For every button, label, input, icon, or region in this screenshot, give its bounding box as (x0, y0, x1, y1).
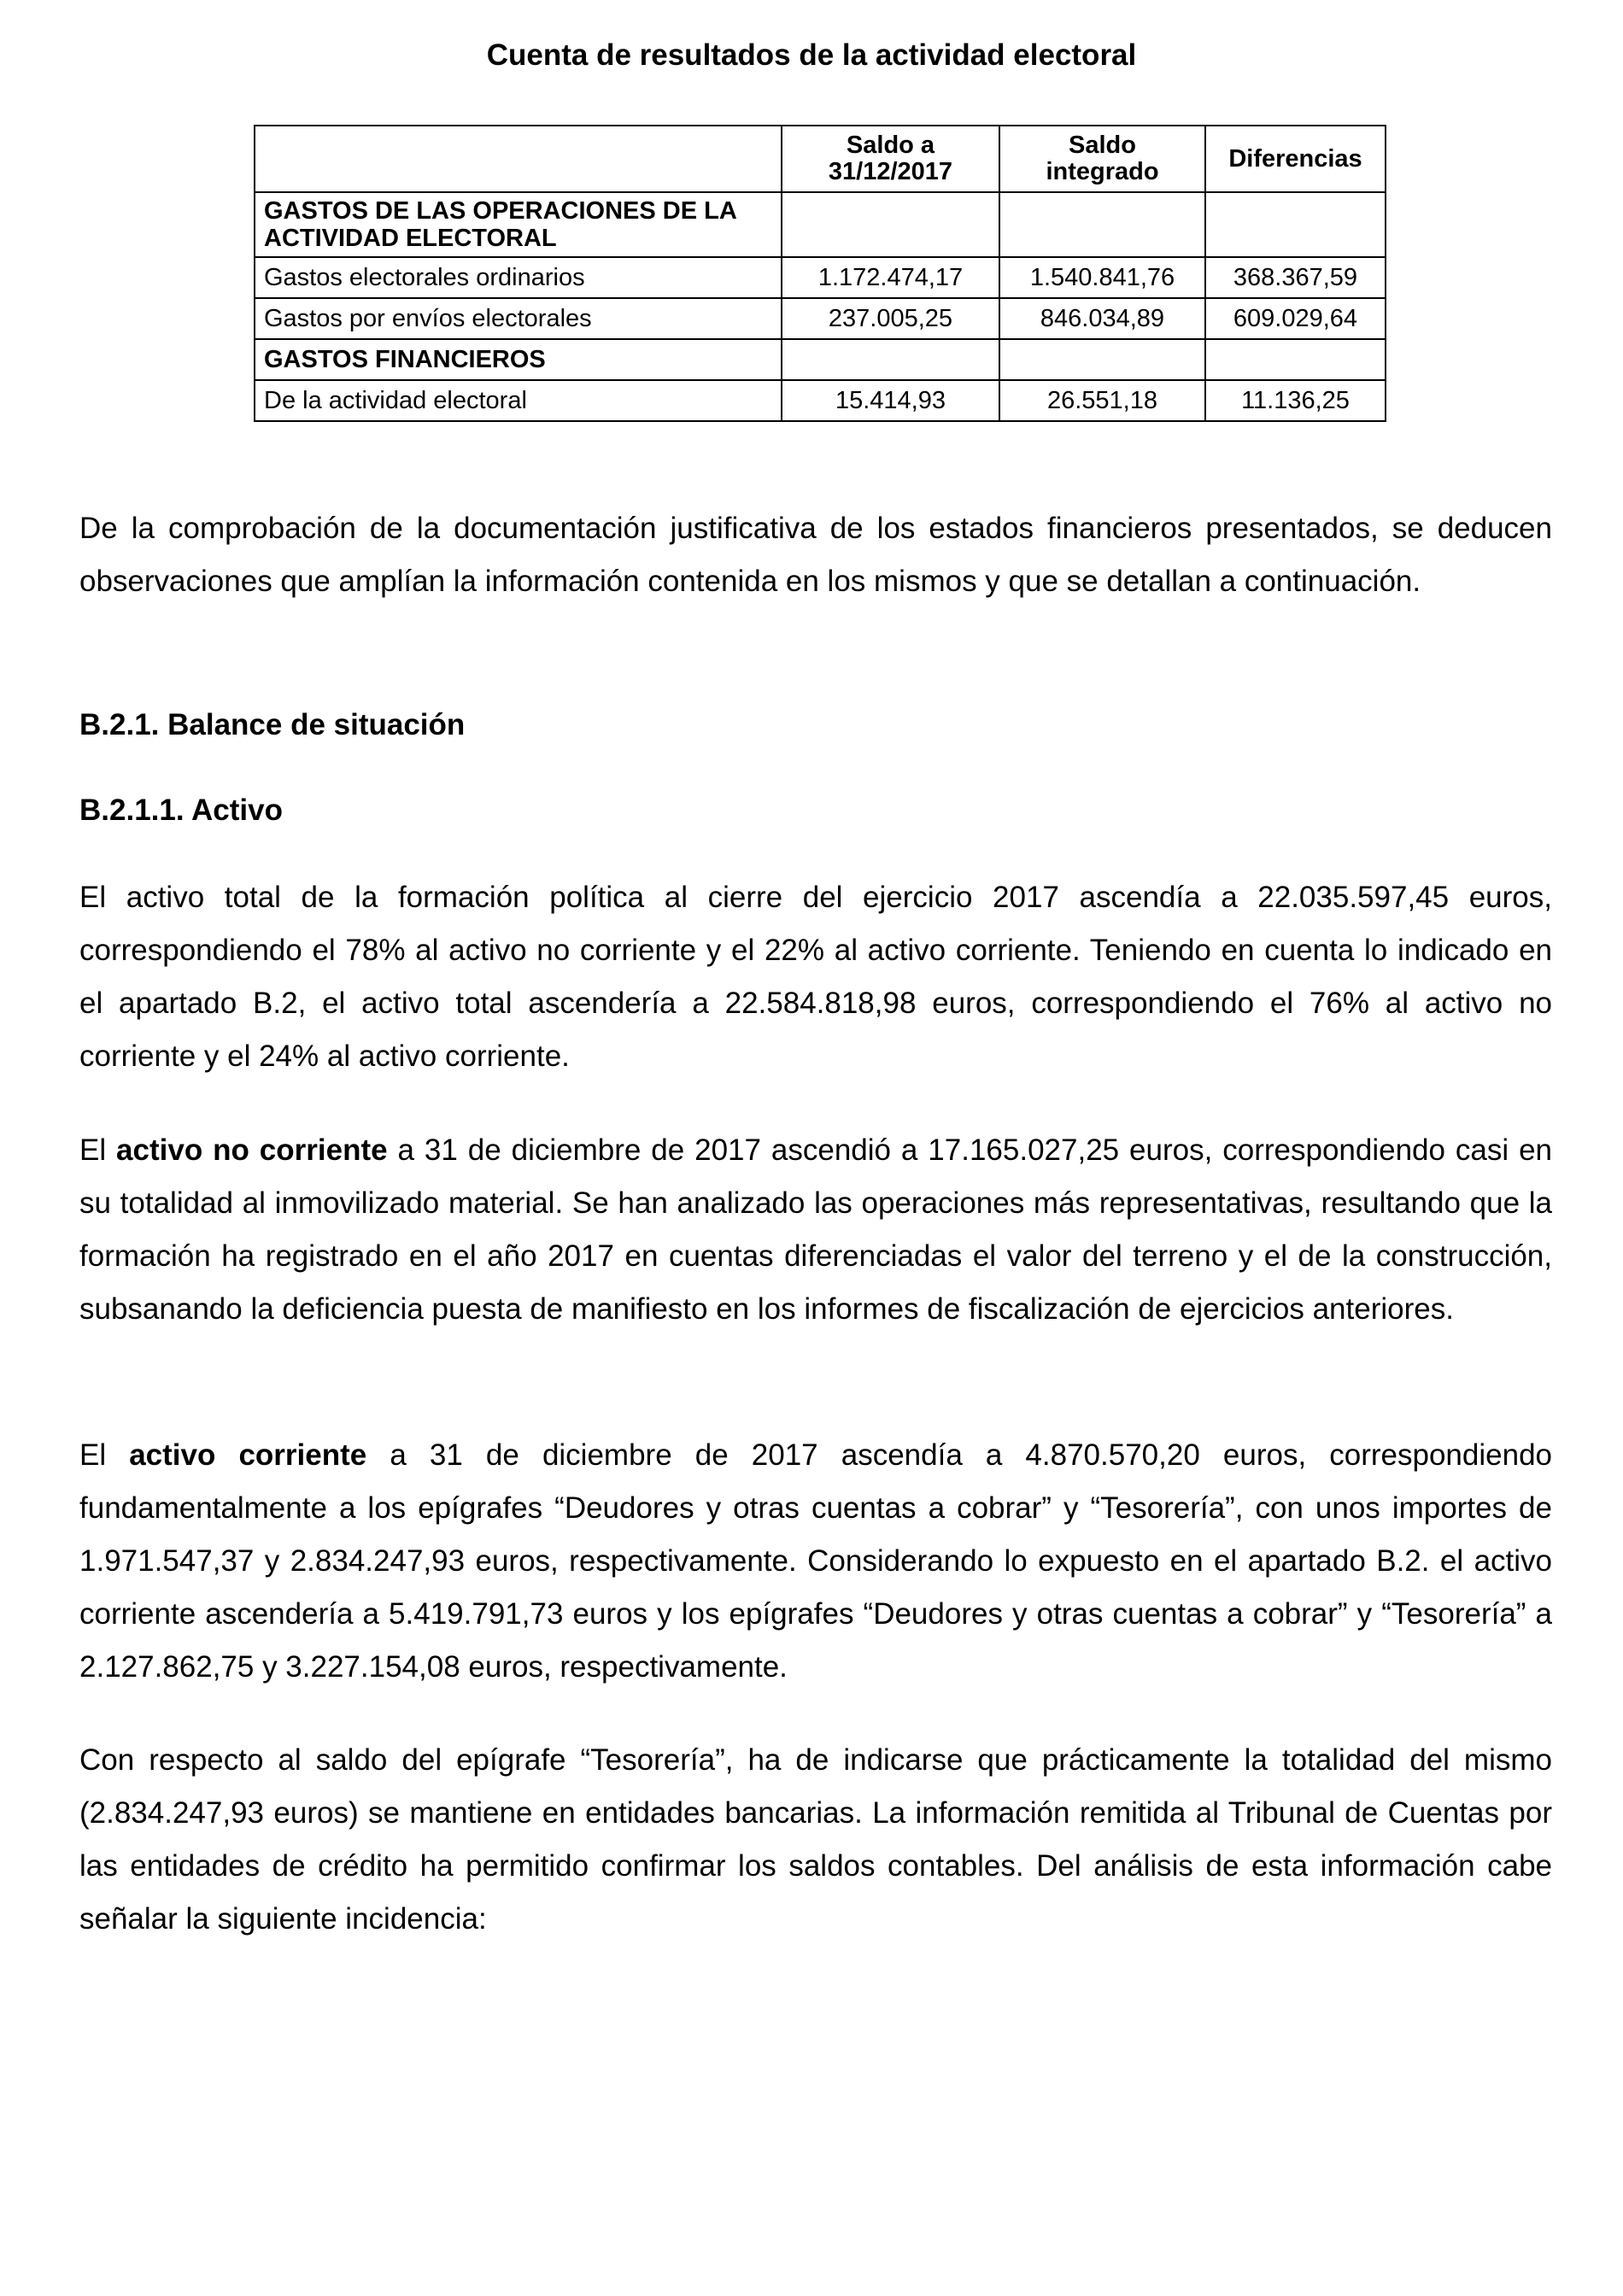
bold-term: activo no corriente (116, 1133, 388, 1167)
row-integrado: 1.540.841,76 (999, 257, 1205, 298)
table-row (255, 380, 1386, 421)
paragraph-lead: El (79, 1133, 117, 1167)
section-label: GASTOS DE LAS OPERACIONES DE LA ACTIVIDAD ELECTORAL (255, 192, 782, 257)
section-heading: B.2.1. Balance de situación (79, 708, 466, 741)
paragraph-body: a 31 de diciembre de 2017 ascendía a 4.870.570,20 euros, correspondiendo fundamentalmente a los epígrafes “Deudores y otras cuentas a cobrar” y “Tesorería”, con unos importes de 1.971.547,37 y 2.834.247,93 euros, respectivamente. Considerando lo expuesto en el apartado B.2. el activo corriente ascendería a 5.419.791,73 euros y los epígrafes “Deudores y otras cuentas a cobrar” y “Tesorería” a 2.127.862,75 y 3.227.154,08 euros, respectivamente. (79, 1438, 1552, 1684)
row-concept: Gastos por envíos electorales (255, 298, 782, 339)
row-diferencia: 11.136,25 (1205, 380, 1386, 421)
row-concept: De la actividad electoral (255, 380, 782, 421)
table-row (255, 257, 1386, 298)
intro-paragraph: De la comprobación de la documentación justificativa de los estados financieros presentados, se deducen observaciones que amplían la información contenida en los mismos y que se detallan a continuación. (79, 512, 1552, 598)
row-integrado: 26.551,18 (999, 380, 1205, 421)
row-saldo: 237.005,25 (782, 298, 999, 339)
row-saldo: 1.172.474,17 (782, 257, 999, 298)
row-saldo: 15.414,93 (782, 380, 999, 421)
header-concept (255, 126, 782, 192)
results-table (254, 125, 1386, 422)
table-title: Cuenta de resultados de la actividad electoral (486, 38, 1137, 72)
paragraph-activo-total: El activo total de la formación política al cierre del ejercicio 2017 ascendía a 22.035.597,45 euros, correspondiendo el 78% al activo no corriente y el 22% al activo corriente. Teniendo en cuenta lo indicado en el apartado B.2, el activo total ascendería a 22.584.818,98 euros, correspondiendo el 76% al activo no corriente y el 24% al activo corriente. (79, 881, 1552, 1073)
row-diferencia: 609.029,64 (1205, 298, 1386, 339)
paragraph-tesoreria: Con respecto al saldo del epígrafe “Tesorería”, ha de indicarse que prácticamente la totalidad del mismo (2.834.247,93 euros) se mantiene en entidades bancarias. La información remitida al Tribunal de Cuentas por las entidades de crédito ha permitido confirmar los saldos contables. Del análisis de esta información cabe señalar la siguiente incidencia: (79, 1743, 1552, 1936)
row-concept: Gastos electorales ordinarios (255, 257, 782, 298)
section-label: GASTOS FINANCIEROS (255, 339, 782, 380)
section-row-operaciones (255, 192, 1386, 257)
header-saldo: Saldo a 31/12/2017 (782, 126, 999, 192)
paragraph-activo-corriente (79, 1429, 1552, 1694)
bold-term: activo corriente (129, 1438, 367, 1472)
section-row-financieros (255, 339, 1386, 380)
paragraph-body: a 31 de diciembre de 2017 ascendió a 17.165.027,25 euros, correspondiendo casi en su totalidad al inmovilizado material. Se han analizado las operaciones más representativas, resultando que la formación ha registrado en el año 2017 en cuentas diferenciadas el valor del terreno y el de la construcción, subsanando la deficiencia puesta de manifiesto en los informes de fiscalización de ejercicios anteriores. (79, 1133, 1552, 1326)
header-diferencias: Diferencias (1205, 126, 1386, 192)
row-diferencia: 368.367,59 (1205, 257, 1386, 298)
header-integrado: Saldo integrado (999, 126, 1205, 192)
paragraph-lead: El (79, 1438, 130, 1472)
row-integrado: 846.034,89 (999, 298, 1205, 339)
table-header-row (255, 126, 1386, 192)
table-row (255, 298, 1386, 339)
subsection-heading: B.2.1.1. Activo (79, 794, 283, 827)
paragraph-activo-no-corriente (79, 1124, 1552, 1336)
